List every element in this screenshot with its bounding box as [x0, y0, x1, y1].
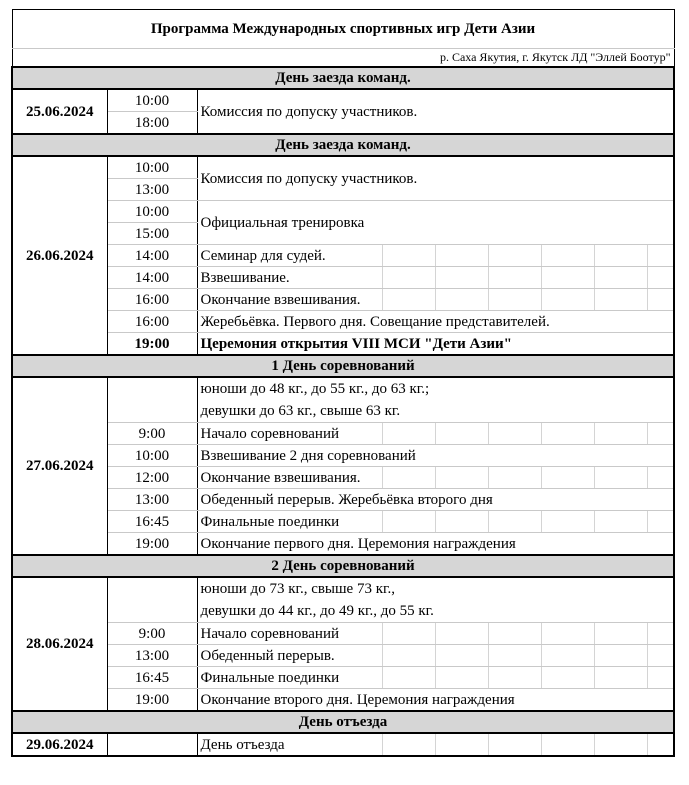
- time-cell: 10:00: [107, 89, 197, 112]
- time-cell: 12:00: [107, 467, 197, 489]
- time-cell: 9:00: [107, 423, 197, 445]
- time-cell: 13:00: [107, 179, 197, 201]
- section-header: День отъезда: [12, 711, 674, 733]
- section-header-row: [12, 555, 674, 577]
- time-cell: [107, 577, 197, 623]
- table-row: [12, 511, 674, 533]
- schedule-sheet: [11, 9, 675, 757]
- activity-cell: Финальные поединки: [197, 667, 674, 689]
- venue-location: р. Саха Якутия, г. Якутск ЛД "Эллей Боотур": [12, 49, 674, 68]
- table-row: [12, 423, 674, 445]
- activity-cell: Начало соревнований: [197, 423, 674, 445]
- table-row: [12, 311, 674, 333]
- section-header: 1 День соревнований: [12, 355, 674, 377]
- activity-cell: Начало соревнований: [197, 623, 674, 645]
- activity-cell: Обеденный перерыв.: [197, 645, 674, 667]
- time-cell: 16:00: [107, 289, 197, 311]
- activity-cell: Комиссия по допуску участников.: [197, 156, 674, 201]
- table-row: [12, 645, 674, 667]
- activity-cell: Финальные поединки: [197, 511, 674, 533]
- time-cell: 13:00: [107, 489, 197, 511]
- section-header: День заезда команд.: [12, 134, 674, 156]
- weight-categories: [197, 577, 674, 623]
- schedule-table: [11, 9, 675, 757]
- activity-cell: Официальная тренировка: [197, 201, 674, 245]
- time-cell: 16:45: [107, 511, 197, 533]
- time-cell: 10:00: [107, 201, 197, 223]
- activity-cell: Окончание взвешивания.: [197, 467, 674, 489]
- table-row: [12, 377, 674, 423]
- day-date: 25.06.2024: [12, 89, 107, 134]
- time-cell: 10:00: [107, 445, 197, 467]
- activity-cell: Жеребьёвка. Первого дня. Совещание представителей.: [197, 311, 674, 333]
- time-cell: 14:00: [107, 267, 197, 289]
- table-row: [12, 267, 674, 289]
- time-cell: 19:00: [107, 533, 197, 556]
- activity-cell: Окончание первого дня. Церемония награждения: [197, 533, 674, 556]
- table-row: [12, 201, 674, 223]
- time-cell: 14:00: [107, 245, 197, 267]
- activity-cell: Церемония открытия VIII МСИ "Дети Азии": [197, 333, 674, 356]
- table-row: [12, 733, 674, 756]
- table-row: [12, 489, 674, 511]
- activity-cell: Взвешивание.: [197, 267, 674, 289]
- table-row: [12, 689, 674, 712]
- table-row: [12, 289, 674, 311]
- day-date: 29.06.2024: [12, 733, 107, 756]
- title-row: [12, 10, 674, 49]
- time-cell: [107, 733, 197, 756]
- category-line: юноши до 48 кг., до 55 кг., до 63 кг.;: [200, 381, 430, 397]
- table-row: [12, 156, 674, 179]
- activity-cell: День отъезда: [197, 733, 674, 756]
- table-row: [12, 445, 674, 467]
- day-date: 27.06.2024: [12, 377, 107, 555]
- table-row: [12, 89, 674, 112]
- time-cell: 15:00: [107, 223, 197, 245]
- location-row: [12, 49, 674, 68]
- category-line: девушки до 63 кг., свыше 63 кг.: [200, 403, 401, 419]
- category-line: девушки до 44 кг., до 49 кг., до 55 кг.: [200, 603, 434, 619]
- table-row: [12, 467, 674, 489]
- category-line: юноши до 73 кг., свыше 73 кг.,: [200, 581, 395, 597]
- table-row: [12, 245, 674, 267]
- weight-categories: [197, 377, 674, 423]
- time-cell: 9:00: [107, 623, 197, 645]
- section-header-row: [12, 711, 674, 733]
- section-header-row: [12, 355, 674, 377]
- section-header-row: [12, 67, 674, 89]
- time-cell: 10:00: [107, 156, 197, 179]
- table-row: [12, 623, 674, 645]
- activity-cell: Окончание второго дня. Церемония награждения: [197, 689, 674, 712]
- activity-cell: Обеденный перерыв. Жеребьёвка второго дня: [197, 489, 674, 511]
- day-date: 26.06.2024: [12, 156, 107, 355]
- activity-cell: Взвешивание 2 дня соревнований: [197, 445, 674, 467]
- time-cell: 16:00: [107, 311, 197, 333]
- activity-cell: Комиссия по допуску участников.: [197, 89, 674, 134]
- section-header: 2 День соревнований: [12, 555, 674, 577]
- table-row: [12, 533, 674, 556]
- table-row: [12, 577, 674, 623]
- day-date: 28.06.2024: [12, 577, 107, 711]
- time-cell: 19:00: [107, 333, 197, 356]
- activity-cell: Окончание взвешивания.: [197, 289, 674, 311]
- time-cell: 16:45: [107, 667, 197, 689]
- time-cell: [107, 377, 197, 423]
- document-title: Программа Международных спортивных игр Дети Азии: [12, 10, 674, 49]
- table-row: [12, 333, 674, 356]
- time-cell: 18:00: [107, 112, 197, 135]
- section-header: День заезда команд.: [12, 67, 674, 89]
- section-header-row: [12, 134, 674, 156]
- activity-cell: Семинар для судей.: [197, 245, 674, 267]
- time-cell: 19:00: [107, 689, 197, 712]
- time-cell: 13:00: [107, 645, 197, 667]
- table-row: [12, 667, 674, 689]
